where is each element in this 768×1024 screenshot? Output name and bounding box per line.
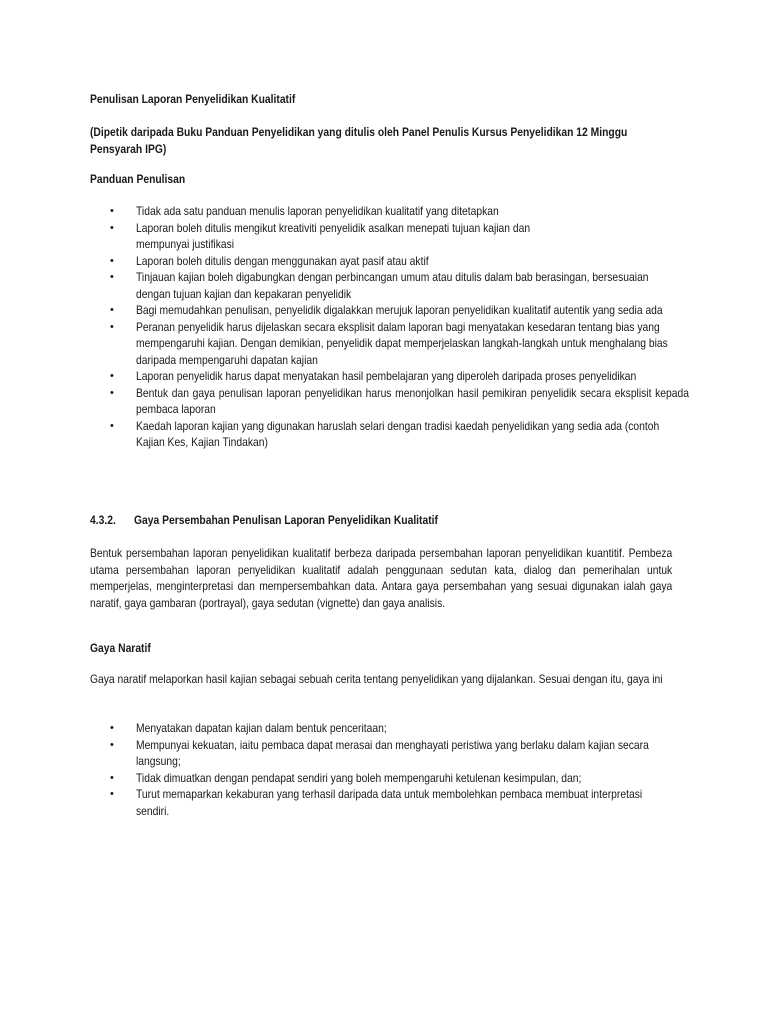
bullet-icon: • <box>110 722 114 734</box>
section-heading-panduan: Panduan Penulisan <box>90 172 186 186</box>
gaya-persembahan-paragraph: Bentuk persembahan laporan penyelidikan kualitatif berbeza daripada persembahan laporan penyelidikan kuantitif. Pembeza utama persembahan laporan penyelidikan kualitatif adalah penggunaan sedutan kata, dialog dan pemerihalan untuk memperjelas, menginterpretasi dan mempersembahkan data. Antara gaya persembahan yang sesuai digunakan ialah gaya naratif, gaya gambaran (portrayal), gaya sedutan (vignette) dan gaya analisis. <box>90 546 673 610</box>
list-item: • Bentuk dan gaya penulisan laporan penyelidikan harus menonjolkan hasil pemikiran penyelidik secara eksplisit kepada pembaca laporan <box>110 385 689 416</box>
panduan-bullet-list <box>110 203 768 451</box>
list-item: • Turut memaparkan kekaburan yang terhasil daripada data untuk membolehkan pembaca membuat interpretasi sendiri. <box>110 787 643 818</box>
bullet-icon: • <box>110 320 114 333</box>
bullet-icon: • <box>110 205 114 217</box>
section-heading-gaya-naratif: Gaya Naratif <box>90 641 151 655</box>
bullet-icon: • <box>110 304 114 316</box>
bullet-icon: • <box>110 221 114 234</box>
bullet-icon: • <box>110 271 114 283</box>
list-item: • Bagi memudahkan penulisan, penyelidik digalakkan merujuk laporan penyelidikan kualitatif autentik yang sedia ada <box>110 303 663 317</box>
list-item: • Peranan penyelidik harus dijelaskan secara eksplisit dalam laporan bagi menyatakan kesedaran tentang bias yang mempengaruhi kajian. Dengan demikian, penyelidik dapat memperjelaskan langkah-langkah untuk menghalang bias daripada mempengaruhi dapatan kajian <box>110 319 668 367</box>
section-heading-gaya-persembahan: Gaya Persembahan Penulisan Laporan Penyelidikan Kualitatif <box>134 513 438 527</box>
gaya-naratif-paragraph: Gaya naratif melaporkan hasil kajian sebagai sebuah cerita tentang penyelidikan yang dijalankan. Sesuai dengan itu, gaya ini <box>90 672 663 686</box>
list-item: • Tidak ada satu panduan menulis laporan penyelidikan kualitatif yang ditetapkan <box>110 204 499 218</box>
bullet-icon: • <box>110 419 114 432</box>
gaya-naratif-bullet-list <box>110 720 768 819</box>
bullet-icon: • <box>110 386 114 399</box>
bullet-icon: • <box>110 788 114 800</box>
bullet-icon: • <box>110 738 114 751</box>
list-item: • Tinjauan kajian boleh digabungkan dengan perbincangan umum atau ditulis dalam bab berasingan, bersesuaian dengan tujuan kajian dan kepakaran penyelidik <box>110 270 649 301</box>
list-item: • Laporan boleh ditulis mengikut kreativiti penyelidik asalkan menepati tujuan kajian dan mempunyai justifikasi <box>110 220 531 251</box>
list-item: • Laporan boleh ditulis dengan menggunakan ayat pasif atau aktif <box>110 253 429 268</box>
bullet-icon: • <box>110 771 114 784</box>
bullet-icon: • <box>110 254 114 267</box>
section-number: 4.3.2. <box>90 513 116 527</box>
bullet-icon: • <box>110 370 114 382</box>
document-title: Penulisan Laporan Penyelidikan Kualitatif <box>90 92 296 106</box>
list-item: • Tidak dimuatkan dengan pendapat sendiri yang boleh mempengaruhi ketulenan kesimpulan, dan; <box>110 770 582 785</box>
source-note: (Dipetik daripada Buku Panduan Penyelidikan yang ditulis oleh Panel Penulis Kursus Penyelidikan 12 Minggu Pensyarah IPG) <box>90 125 628 156</box>
list-item: • Kaedah laporan kajian yang digunakan haruslah selari dengan tradisi kaedah penyelidikan yang sedia ada (contoh Kajian Kes, Kajian Tindakan) <box>110 418 660 449</box>
list-item: • Menyatakan dapatan kajian dalam bentuk penceritaan; <box>110 721 387 735</box>
list-item: • Mempunyai kekuatan, iaitu pembaca dapat merasai dan menghayati peristiwa yang berlaku dalam kajian secara langsung; <box>110 737 649 768</box>
list-item: • Laporan penyelidik harus dapat menyatakan hasil pembelajaran yang diperoleh daripada proses penyelidikan <box>110 369 637 383</box>
